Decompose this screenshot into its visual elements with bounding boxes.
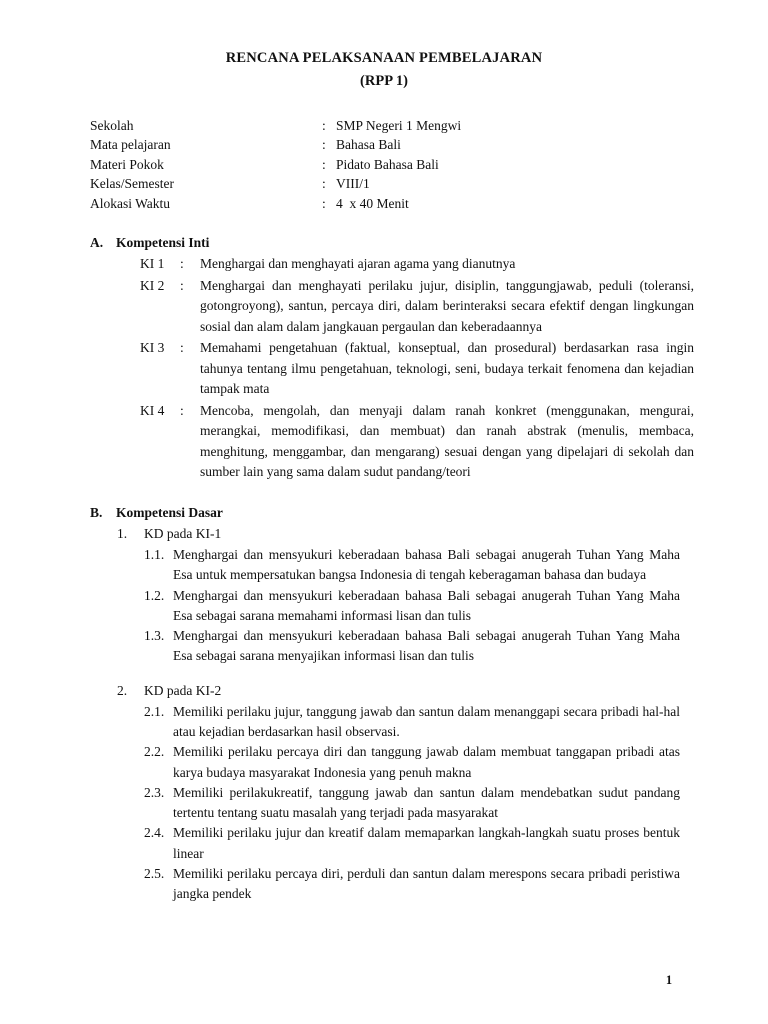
ki-colon: : bbox=[180, 402, 184, 418]
identity-label: Kelas/Semester bbox=[90, 176, 174, 192]
section-b-title: Kompetensi Dasar bbox=[116, 504, 223, 520]
ki-row-2 bbox=[140, 276, 694, 338]
section-kompetensi-inti bbox=[90, 235, 694, 483]
ki-colon: : bbox=[180, 340, 184, 356]
kd-item bbox=[144, 864, 694, 905]
kd-group-2-heading bbox=[117, 681, 694, 701]
identity-label: Materi Pokok bbox=[90, 156, 164, 172]
kd-list-ki2 bbox=[144, 702, 694, 905]
kd-group-1-heading bbox=[117, 524, 694, 544]
identity-label: Alokasi Waktu bbox=[90, 195, 171, 211]
kd-item-text: Menghargai dan mensyukuri keberadaan bahasa Bali sebagai anugerah Tuhan Yang Maha Esa sebagai sarana menyajikan informasi lisan dan tulis bbox=[173, 628, 680, 664]
kd-item bbox=[144, 626, 694, 667]
kd-item-number: 1.1. bbox=[144, 547, 165, 563]
identity-label: Sekolah bbox=[90, 117, 134, 133]
kd-item bbox=[144, 702, 694, 743]
ki-colon: : bbox=[180, 277, 184, 293]
identity-table bbox=[90, 116, 560, 214]
kd-item bbox=[144, 742, 694, 783]
kd-item-text: Memiliki perilaku jujur, tanggung jawab dan santun dalam menanggapi secara pribadi hal-hal atau kejadian berdasarkan hasil observasi. bbox=[173, 703, 680, 740]
identity-colon: : bbox=[322, 176, 326, 192]
ki-row-1 bbox=[140, 254, 694, 275]
kd-group-title: KD pada KI-2 bbox=[144, 682, 222, 698]
ki-text: Menghargai dan menghayati perilaku jujur, disiplin, tanggungjawab, peduli (toleransi, gotongroyong), santun, percaya diri, dalam berinteraksi secara efektif dengan lingkungan sosial dan alam dalam jangkauan pergaulan dan keberadaannya bbox=[200, 277, 694, 334]
section-b-heading bbox=[90, 505, 694, 521]
kd-group-number: 1. bbox=[117, 525, 128, 541]
kd-item-number: 1.2. bbox=[144, 587, 165, 603]
kd-item-number: 2.1. bbox=[144, 703, 165, 719]
ki-text: Mencoba, mengolah, dan menyaji dalam ranah konkret (menggunakan, mengurai, merangkai, memodifikasi, dan membuat) dan ranah abstrak (menulis, membaca, menghitung, menggambar, dan mengarang) sesuai dengan yang dipelajari di sekolah dan sumber lain yang sama dalam sudut pandang/teori bbox=[200, 402, 694, 480]
page-number: 1 bbox=[665, 973, 673, 987]
ki-colon: : bbox=[180, 256, 184, 272]
identity-row-alokasi-waktu bbox=[90, 194, 560, 214]
kd-item bbox=[144, 783, 694, 824]
section-a-title: Kompetensi Inti bbox=[116, 235, 210, 251]
kd-item-number: 2.4. bbox=[144, 825, 165, 841]
kd-item-number: 2.5. bbox=[144, 865, 165, 881]
identity-row-mata-pelajaran bbox=[90, 135, 560, 155]
ki-label: KI 3 bbox=[140, 340, 165, 356]
ki-label: KI 2 bbox=[140, 277, 165, 293]
ki-row-3 bbox=[140, 338, 694, 400]
ki-label: KI 4 bbox=[140, 402, 165, 418]
document-subtitle: (RPP 1) bbox=[360, 72, 408, 89]
kd-item bbox=[144, 586, 694, 627]
identity-colon: : bbox=[322, 156, 326, 172]
ki-text: Menghargai dan menghayati ajaran agama yang dianutnya bbox=[200, 256, 516, 272]
kd-item-number: 1.3. bbox=[144, 628, 165, 644]
identity-value: Bahasa Bali bbox=[336, 137, 401, 153]
identity-colon: : bbox=[322, 137, 326, 153]
identity-row-sekolah bbox=[90, 116, 560, 136]
section-a-letter: A. bbox=[90, 235, 104, 251]
identity-row-kelas-semester bbox=[90, 174, 560, 194]
kd-item-text: Memiliki perilaku percaya diri dan tanggung jawab dalam membuat tanggapan pribadi atas karya budaya masyarakat Indonesia yang penuh makna bbox=[173, 744, 680, 780]
kd-item bbox=[144, 545, 694, 586]
identity-value: VIII/1 bbox=[336, 176, 370, 192]
identity-table-body bbox=[90, 116, 560, 214]
kd-item-text: Memiliki perilakukreatif, tanggung jawab dan santun dalam mendebatkan sudut pandang tertentu tentang suatu masalah yang terjadi pada masyarakat bbox=[173, 784, 680, 821]
kd-item-text: Menghargai dan mensyukuri keberadaan bahasa Bali sebagai anugerah Tuhan Yang Maha Esa sebagai sarana memahami informasi lisan dan tulis bbox=[173, 587, 680, 623]
kd-list-ki1 bbox=[144, 545, 694, 667]
identity-colon: : bbox=[322, 117, 326, 133]
ki-row-4 bbox=[140, 401, 694, 483]
kd-item-text: Memiliki perilaku percaya diri, perduli dan santun dalam merespons secara pribadi peristiwa jangka pendek bbox=[173, 865, 680, 902]
identity-value: Pidato Bahasa Bali bbox=[336, 156, 439, 172]
title-block bbox=[0, 0, 768, 93]
identity-value: 4 x 40 Menit bbox=[336, 195, 409, 211]
kd-group-ki1 bbox=[117, 524, 694, 667]
identity-label: Mata pelajaran bbox=[90, 137, 171, 153]
kd-group-number: 2. bbox=[117, 682, 128, 698]
kd-item bbox=[144, 823, 694, 864]
section-kompetensi-dasar bbox=[90, 505, 694, 905]
section-b-letter: B. bbox=[90, 504, 103, 520]
kd-item-number: 2.3. bbox=[144, 784, 165, 800]
kd-item-number: 2.2. bbox=[144, 744, 165, 760]
ki-text: Memahami pengetahuan (faktual, konseptual, dan prosedural) berdasarkan rasa ingin tahunya tentang ilmu pengetahuan, teknologi, seni, budaya terkait fenomena dan kejadian tampak mata bbox=[200, 340, 694, 397]
identity-row-materi-pokok bbox=[90, 155, 560, 175]
kd-item-text: Memiliki perilaku jujur dan kreatif dalam memaparkan langkah-langkah suatu proses bentuk linear bbox=[173, 825, 680, 861]
section-a-heading bbox=[90, 235, 694, 251]
kd-group-ki2 bbox=[117, 681, 694, 905]
kd-group-title: KD pada KI-1 bbox=[144, 525, 222, 541]
document-title: RENCANA PELAKSANAAN PEMBELAJARAN bbox=[225, 50, 543, 66]
kd-item-text: Menghargai dan mensyukuri keberadaan bahasa Bali sebagai anugerah Tuhan Yang Maha Esa untuk mempersatukan bangsa Indonesia di tengah keberagaman bahasa dan budaya bbox=[173, 547, 680, 583]
identity-colon: : bbox=[322, 195, 326, 211]
identity-value: SMP Negeri 1 Mengwi bbox=[336, 117, 462, 133]
ki-label: KI 1 bbox=[140, 256, 165, 272]
